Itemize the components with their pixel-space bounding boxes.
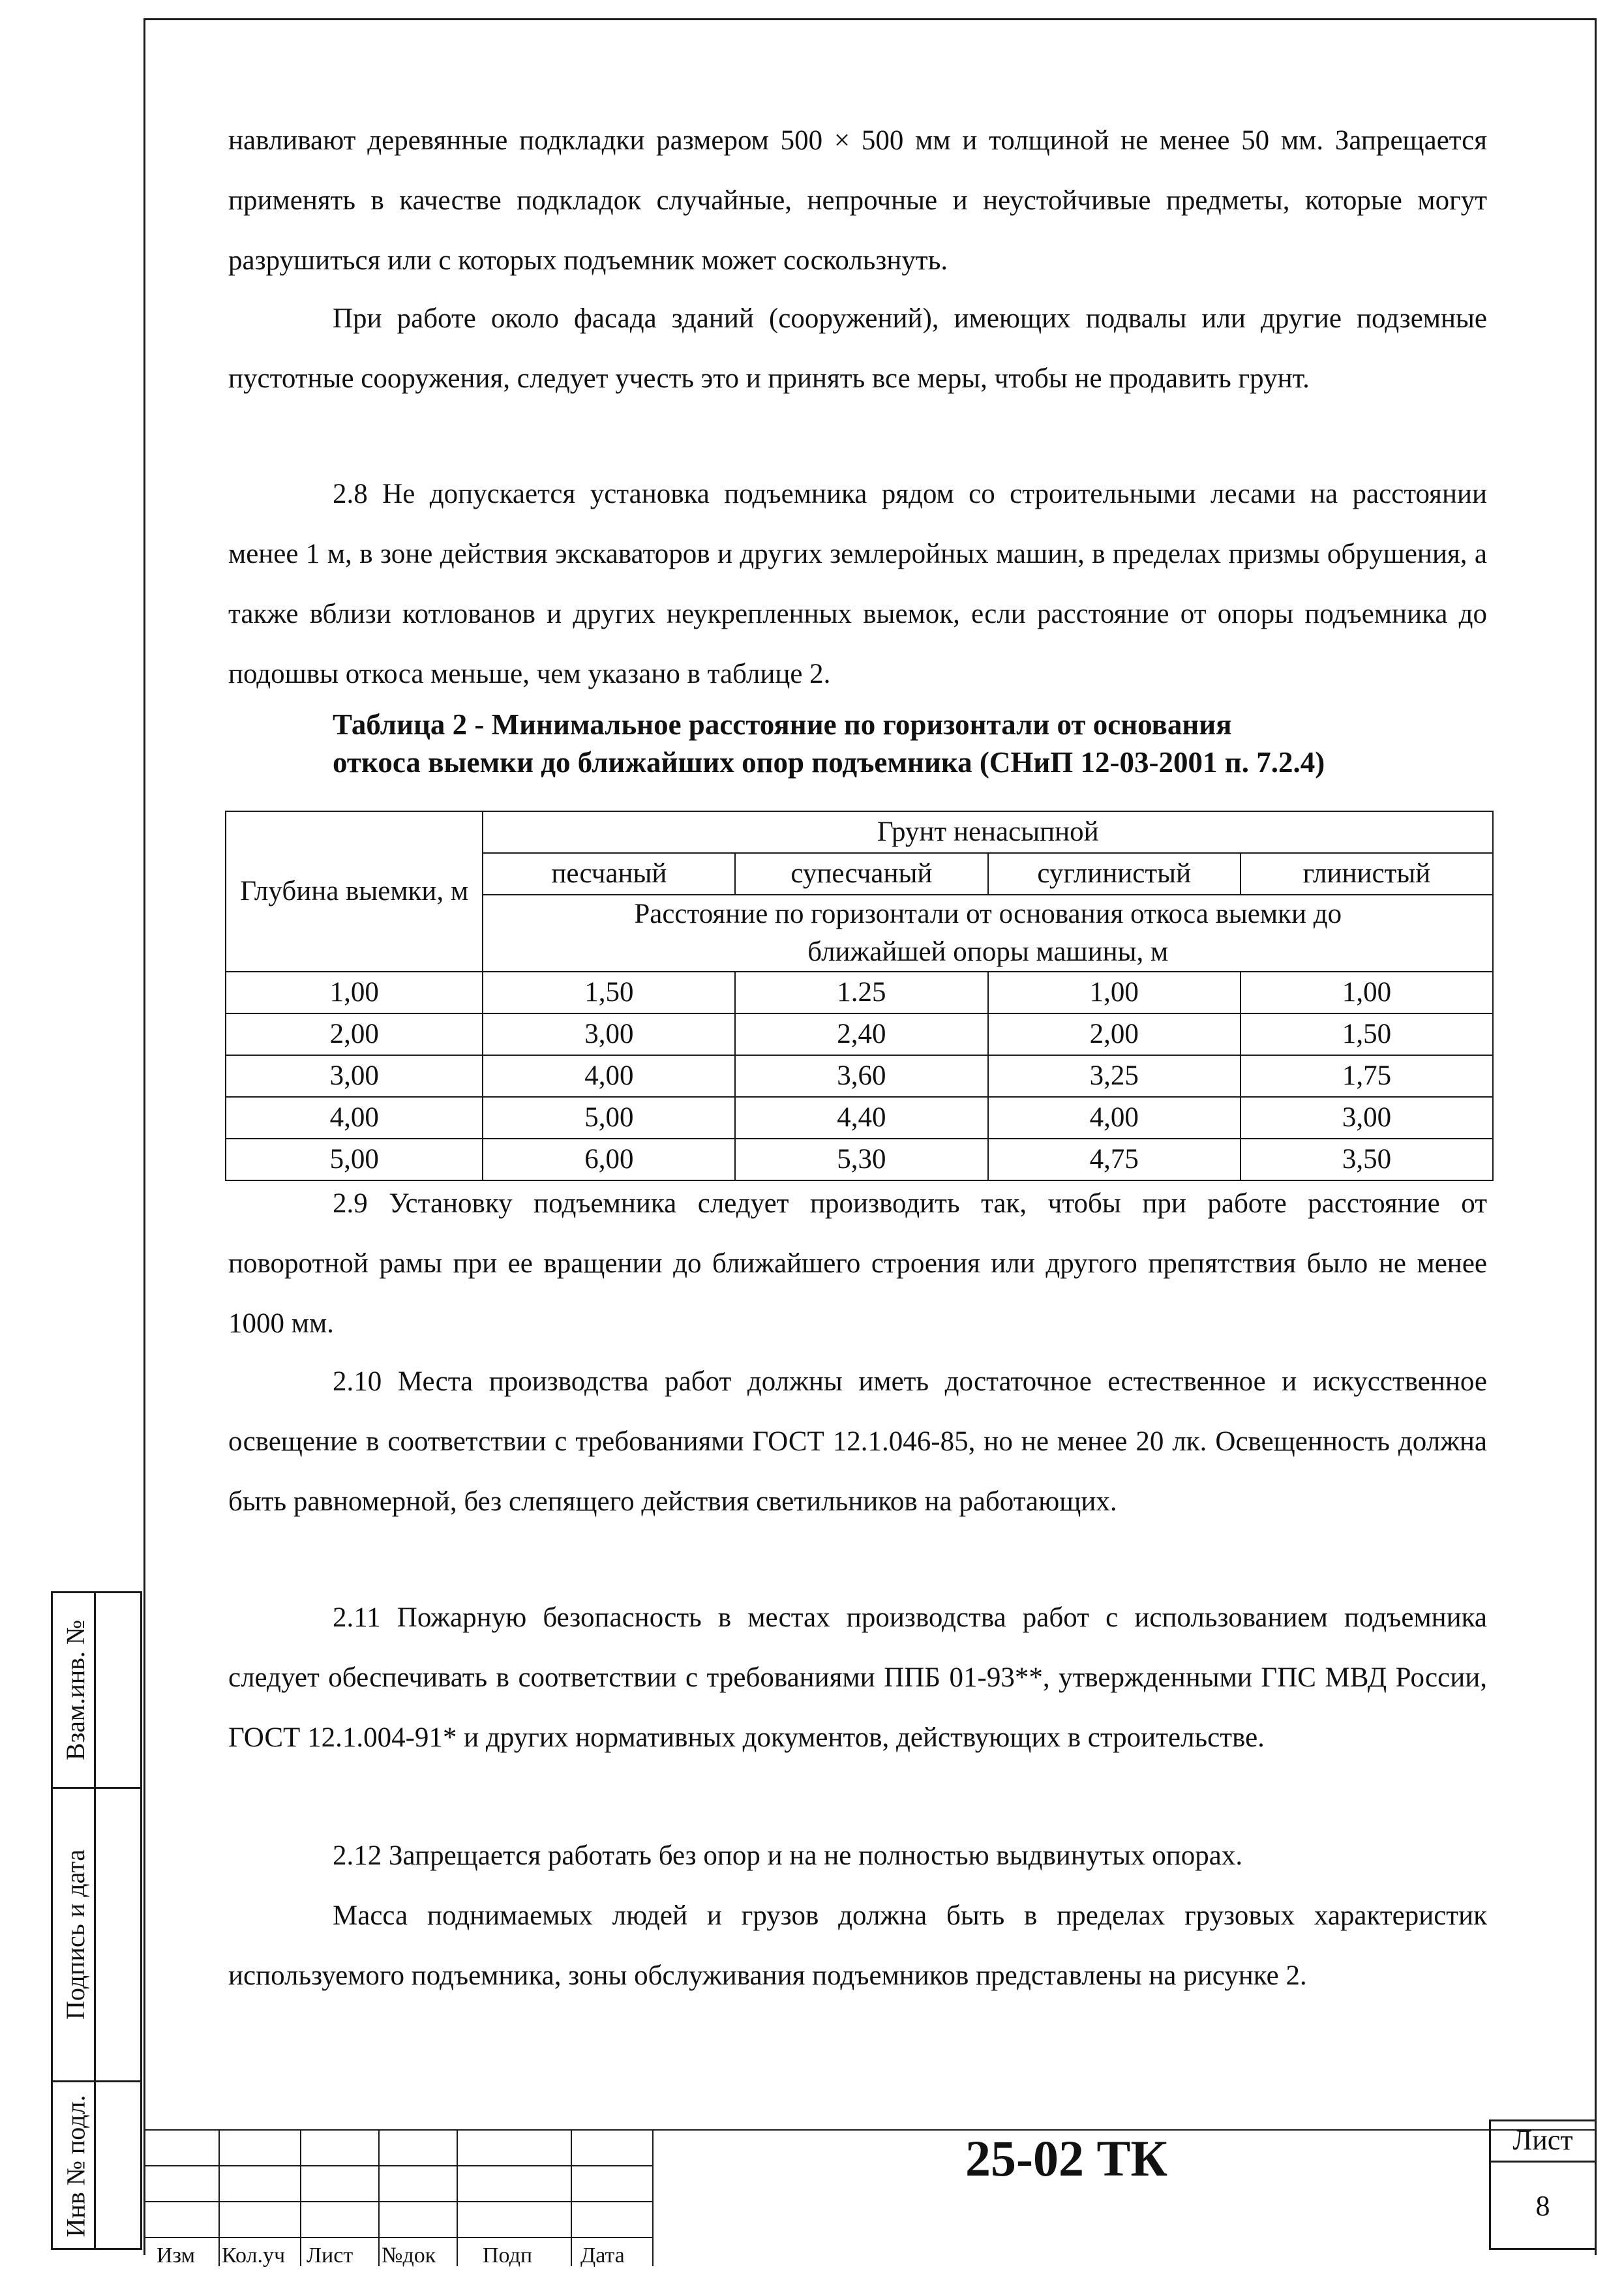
- table-cell: 1,50: [483, 972, 735, 1013]
- paragraph-2-9: 2.9 Установку подъемника следует производить так, чтобы при работе расстояние от поворотной рамы при ее вращении до ближайшего строения или другого препятствия было не менее 1000 мм.: [228, 1188, 1487, 1339]
- paragraph-2-12: 2.12 Запрещается работать без опор и на не полностью выдвинутых опорах.: [333, 1840, 1243, 1871]
- table-cell: 1,00: [988, 972, 1241, 1013]
- title-block-header: Изм: [157, 2243, 196, 2268]
- title-block: [143, 2129, 1597, 2266]
- table-cell: 1.25: [735, 972, 987, 1013]
- distance-table: [225, 811, 1494, 1181]
- table-cell: 3,60: [735, 1055, 987, 1097]
- table-cell: 6,00: [483, 1139, 735, 1180]
- paragraph-2-10: 2.10 Места производства работ должны иметь достаточное естественное и искусственное освещение в соответствии с требованиями ГОСТ 12.1.046-85, но не менее 20 лк. Освещенность должна быть равномерной, без слепящего действия светильников на работающих.: [228, 1366, 1487, 1517]
- title-block-header: Лист: [307, 2243, 353, 2268]
- stamp-field-replacement: [53, 1593, 140, 1789]
- stamp-field-original: [53, 2082, 140, 2250]
- table-cell: 4,40: [735, 1097, 987, 1139]
- table-cell: 1,00: [1241, 972, 1493, 1013]
- table-cell: 3,25: [988, 1055, 1241, 1097]
- table-cell: 3,00: [226, 1055, 483, 1097]
- stamp-label: Инв № подл.: [61, 2095, 91, 2238]
- paragraph-continuation: навливают деревянные подкладки размером 500 × 500 мм и толщиной не менее 50 мм. Запрещается применять в качестве подкладок случайные, непрочные и неустойчивые предметы, которые могут разрушиться или с которых подъемник может соскользнуть.: [228, 125, 1487, 276]
- sheet-number-box: [1489, 2119, 1597, 2250]
- table-cell: 4,00: [988, 1097, 1241, 1139]
- table-row: [226, 972, 1493, 1013]
- margin-stamp: [51, 1591, 142, 2250]
- paragraph-2-8: 2.8 Не допускается установка подъемника рядом со строительными лесами на расстоянии менее 1 м, в зоне действия экскаваторов и других землеройных машин, в пределах призмы обрушения, а также вблизи котлованов и других неукрепленных выемок, если расстояние от опоры подъемника до подошвы откоса меньше, чем указано в таблице 2.: [228, 479, 1487, 689]
- document-code: 25-02 ТК: [965, 2130, 1168, 2187]
- table-cell: 4,00: [226, 1097, 483, 1139]
- soil-column-header: суглинистый: [988, 853, 1241, 895]
- sheet-label: Лист: [1491, 2121, 1595, 2163]
- table-cell: 4,00: [483, 1055, 735, 1097]
- paragraph-2-11: 2.11 Пожарную безопасность в местах производства работ с использованием подъемника следует обеспечивать в соответствии с требованиями ППБ 01-93**, утвержденными ГПС МВД России, ГОСТ 12.1.004-91* и других нормативных документов, действующих в строительстве.: [228, 1602, 1487, 1753]
- soil-column-header: глинистый: [1241, 853, 1493, 895]
- table-caption-line2: откоса выемки до ближайших опор подъемника (СНиП 12-03-2001 п. 7.2.4): [333, 746, 1325, 779]
- paragraph-basement: При работе около фасада зданий (сооружений), имеющих подвалы или другие подземные пустотные сооружения, следует учесть это и принять все меры, чтобы не продавить грунт.: [228, 303, 1487, 394]
- table-cell: 2,00: [226, 1013, 483, 1055]
- table-cell: 3,00: [1241, 1097, 1493, 1139]
- table-caption-line1: Таблица 2 - Минимальное расстояние по горизонтали от основания: [333, 708, 1232, 741]
- table-cell: 5,30: [735, 1139, 987, 1180]
- table-cell: 2,00: [988, 1013, 1241, 1055]
- stamp-label: Подпись и дата: [61, 1849, 90, 2020]
- stamp-label: Взам.инв. №: [61, 1619, 91, 1761]
- table-row: [226, 1013, 1493, 1055]
- title-block-header: Кол.уч: [222, 2243, 286, 2268]
- paragraph-mass: Масса поднимаемых людей и грузов должна быть в пределах грузовых характеристик используемого подъемника, зоны обслуживания подъемников представлены на рисунке 2.: [228, 1900, 1487, 1991]
- table-cell: 1,75: [1241, 1055, 1493, 1097]
- table-cell: 5,00: [483, 1097, 735, 1139]
- soil-column-header: песчаный: [483, 853, 735, 895]
- title-block-header: Подп: [483, 2243, 533, 2268]
- table-cell: 2,40: [735, 1013, 987, 1055]
- table-cell: 1,00: [226, 972, 483, 1013]
- soil-column-header: супесчаный: [735, 853, 987, 895]
- table-cell: 5,00: [226, 1139, 483, 1180]
- table-cell: 4,75: [988, 1139, 1241, 1180]
- soil-header: Грунт ненасыпной: [483, 811, 1493, 853]
- table-cell: 3,00: [483, 1013, 735, 1055]
- table-cell: 1,50: [1241, 1013, 1493, 1055]
- title-block-header: Дата: [580, 2243, 625, 2268]
- table-cell: 3,50: [1241, 1139, 1493, 1180]
- sheet-number: 8: [1535, 2190, 1550, 2222]
- stamp-field-signature: [53, 1789, 140, 2082]
- table-row: [226, 1097, 1493, 1139]
- table-row: [226, 1055, 1493, 1097]
- title-block-header: №док: [382, 2243, 436, 2268]
- depth-header: Глубина выемки, м: [226, 811, 483, 972]
- distance-header: Расстояние по горизонтали от основания откоса выемки до ближайшей опоры машины, м: [483, 895, 1493, 972]
